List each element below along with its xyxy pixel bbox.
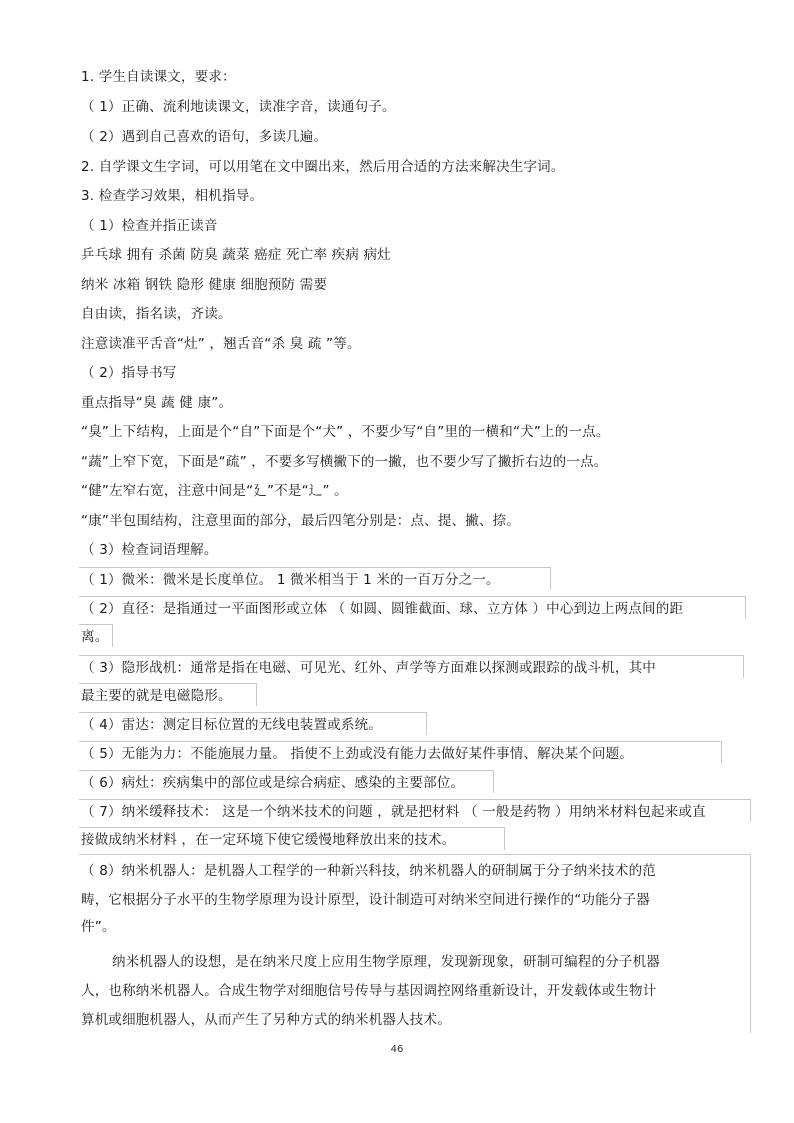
definition-line: （ 1）微米：微米是长度单位。 1 微米相当于 1 米的一百万分之一。 xyxy=(81,572,500,588)
definition-line: （ 5）无能为力：不能施展力量。 指使不上劲或没有能力去做好某件事情、解决某个问题。 xyxy=(81,746,634,762)
definition-line: （ 3）隐形战机：通常是指在电磁、可见光、红外、声学等方面难以探测或跟踪的战斗机，其中 xyxy=(81,660,656,676)
definition-line: （ 7）纳米缓释技术： 这是一个纳米技术的问题 ，就是把材料 （ 一般是药物 ）用纳米材料包起来或直 xyxy=(81,804,706,820)
text-line: 1. 学生自读课文，要求： xyxy=(81,69,236,85)
definition-line: 畴，它根据分子水平的生物学原理为设计原型，设计制造可对纳米空间进行操作的“功能分子器 xyxy=(81,892,650,908)
page-number: 46 xyxy=(390,1044,404,1055)
text-line: 纳米 冰箱 钢铁 隐形 健康 细胞预防 需要 xyxy=(81,277,328,293)
definition-line: 最主要的就是电磁隐形。 xyxy=(81,688,232,704)
text-line: “康”半包围结构，注意里面的部分，最后四笔分别是：点、提、撇、捺。 xyxy=(81,513,521,529)
text-line: （ 1）检查并指正读音 xyxy=(81,218,218,234)
text-line: 注意读准平舌音“灶” ，翘舌音“杀 臭 疏 ”等。 xyxy=(81,336,361,352)
definition-line: （ 8）纳米机器人：是机器人工程学的一种新兴科技，纳米机器人的研制属于分子纳米技术的范 xyxy=(81,863,656,879)
definition-line: 件”。 xyxy=(81,919,116,935)
paragraph-line: 算机或细胞机器人，从而产生了另种方式的纳米机器人技术。 xyxy=(81,1012,451,1028)
definition-line: （ 2）直径：是指通过一平面图形或立体 （ 如圆、圆锥截面、球、立方体 ）中心到边上两点间的距 xyxy=(81,601,684,617)
definition-line: 接做成纳米材料 ，在一定环境下使它缓慢地释放出来的技术。 xyxy=(81,832,456,848)
text-line: “蔬”上窄下宽，下面是“疏” ，不要多写横撇下的一撇，也不要少写了撇折右边的一点。 xyxy=(81,454,608,470)
definition-line: 离。 xyxy=(81,629,109,645)
text-line: 重点指导“臭 蔬 健 康”。 xyxy=(81,395,233,411)
text-line: 3. 检查学习效果，相机指导。 xyxy=(81,188,264,204)
text-line: （ 2）指导书写 xyxy=(81,365,177,381)
text-line: （ 1）正确、流利地读课文，读准字音，读通句子。 xyxy=(81,99,396,115)
text-line: 2. 自学课文生字词，可以用笔在文中圈出来，然后用合适的方法来解决生字词。 xyxy=(81,159,565,175)
definition-line: （ 4）雷达：测定目标位置的无线电装置或系统。 xyxy=(81,717,382,733)
definition-line: （ 6）病灶：疾病集中的部位或是综合病症、感染的主要部位。 xyxy=(81,775,465,791)
text-line: “臭”上下结构，上面是个“自”下面是个“犬” ，不要少写“自”里的一横和“犬”上的一点。 xyxy=(81,424,610,440)
paragraph-line: 纳米机器人的设想，是在纳米尺度上应用生物学原理，发现新现象，研制可编程的分子机器 xyxy=(112,954,660,970)
text-line: （ 3）检查词语理解。 xyxy=(81,542,218,558)
text-line: “健”左窄右宽，注意中间是“廴”不是“辶” 。 xyxy=(81,483,348,499)
paragraph-line: 人，也称纳米机器人。合成生物学对细胞信号传导与基因调控网络重新设计，开发载体或生物计 xyxy=(81,983,657,999)
text-line: （ 2）遇到自己喜欢的语句，多读几遍。 xyxy=(81,129,328,145)
text-line: 自由读，指名读，齐读。 xyxy=(81,306,232,322)
text-line: 乒乓球 拥有 杀菌 防臭 蔬菜 癌症 死亡率 疾病 病灶 xyxy=(81,247,391,263)
